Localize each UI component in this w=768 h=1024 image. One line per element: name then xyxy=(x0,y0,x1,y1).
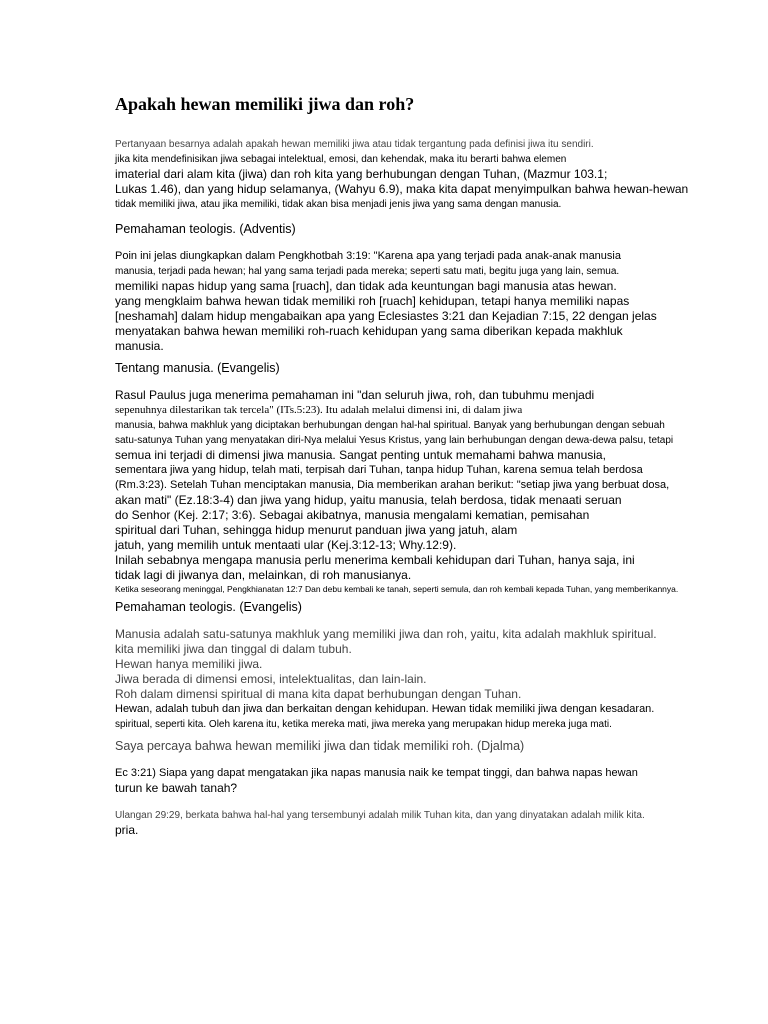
intro-line: tidak memiliki jiwa, atau jika memiliki, tidak akan bisa menjadi jenis jiwa yang sama dengan manusia. xyxy=(115,199,562,210)
body-line: pria. xyxy=(115,823,139,837)
body-line: semua ini terjadi di dimensi jiwa manusia. Sangat penting untuk memahami bahwa manusia, xyxy=(115,448,606,462)
body-line: manusia, terjadi pada hewan; hal yang sama terjadi pada mereka; seperti satu mati, begitu juga yang lain, semua. xyxy=(115,266,620,277)
section-manusia-body xyxy=(115,388,755,595)
intro-line: imaterial dari alam kita (jiwa) dan roh kita yang berhubungan dengan Tuhan, (Mazmur 103.1; xyxy=(115,167,608,181)
body-line: spiritual dari Tuhan, sehingga hidup menurut panduan jiwa yang jatuh, alam xyxy=(115,523,518,537)
body-line: Hewan hanya memiliki jiwa. xyxy=(115,657,263,671)
section-heading-manusia: Tentang manusia. (Evangelis) xyxy=(115,361,280,375)
intro-paragraph xyxy=(115,137,755,212)
body-line: tidak lagi di jiwanya dan, melainkan, di roh manusianya. xyxy=(115,568,412,582)
body-line: akan mati" (Ez.18:3-4) dan jiwa yang hidup, yaitu manusia, telah berdosa, tidak menaati seruan xyxy=(115,493,622,507)
page-title: Apakah hewan memiliki jiwa dan roh? xyxy=(115,94,415,114)
body-line: satu-satunya Tuhan yang menyatakan diri-Nya melalui Yesus Kristus, yang lain berhubungan dengan dewa-dewa palsu, tetapi xyxy=(115,435,674,446)
intro-line: jika kita mendefinisikan jiwa sebagai intelektual, emosi, dan kehendak, maka itu berarti bahwa elemen xyxy=(115,154,567,165)
body-line: Rasul Paulus juga menerima pemahaman ini "dan seluruh jiwa, roh, dan tubuhmu menjadi xyxy=(115,388,595,402)
body-line: turun ke bawah tanah? xyxy=(115,781,238,795)
body-line: sementara jiwa yang hidup, telah mati, terpisah dari Tuhan, tanpa hidup Tuhan, karena semua telah berdosa xyxy=(115,464,643,476)
body-line: manusia, bahwa makhluk yang diciptakan berhubungan dengan hal-hal spiritual. Banyak yang berhubungan dengan sebuah xyxy=(115,420,665,431)
body-line: Ulangan 29:29, berkata bahwa hal-hal yang tersembunyi adalah milik Tuhan kita, dan yang dinyatakan adalah milik kita. xyxy=(115,810,645,821)
intro-line: Pertanyaan besarnya adalah apakah hewan memiliki jiwa atau tidak tergantung pada definisi jiwa itu sendiri. xyxy=(115,139,594,150)
body-line: (Rm.3:23). Setelah Tuhan menciptakan manusia, Dia memberikan arahan berikut: "setiap jiwa yang berbuat dosa, xyxy=(115,479,670,491)
closing-paragraph xyxy=(115,808,755,838)
body-line: Ec 3:21) Siapa yang dapat mengatakan jika napas manusia naik ke tempat tinggi, dan bahwa napas hewan xyxy=(115,767,638,779)
section-adventis-body xyxy=(115,249,755,354)
body-line: sepenuhnya dilestarikan tak tercela" (ITs.5:23). Itu adalah melalui dimensi ini, di dalam jiwa xyxy=(115,404,523,416)
section-evangelis-body xyxy=(115,627,755,732)
body-line: memiliki napas hidup yang sama [ruach], dan tidak ada keuntungan bagi manusia atas hewan. xyxy=(115,279,617,293)
body-line: Ketika seseorang meninggal, Pengkhianatan 12:7 Dan debu kembali ke tanah, seperti semula, dan roh kembali kepada Tuhan, yang memberikannya. xyxy=(115,584,679,594)
section-heading-adventis: Pemahaman teologis. (Adventis) xyxy=(115,222,296,236)
section-djalma-body xyxy=(115,766,755,796)
body-line: Manusia adalah satu-satunya makhluk yang memiliki jiwa dan roh, yaitu, kita adalah makhluk spiritual. xyxy=(115,627,657,641)
body-line: Poin ini jelas diungkapkan dalam Pengkhotbah 3:19: "Karena apa yang terjadi pada anak-anak manusia xyxy=(115,250,621,262)
body-line: [neshamah] dalam hidup mengabaikan apa yang Eclesiastes 3:21 dan Kejadian 7:15, 22 dengan jelas xyxy=(115,309,657,323)
body-line: Inilah sebabnya mengapa manusia perlu menerima kembali kehidupan dari Tuhan, hanya saja, ini xyxy=(115,553,635,567)
body-line: jatuh, yang memilih untuk mentaati ular (Kej.3:12-13; Why.12:9). xyxy=(115,538,457,552)
body-line: menyatakan bahwa hewan memiliki roh-ruach kehidupan yang sama diberikan kepada makhluk xyxy=(115,324,623,338)
section-heading-evangelis: Pemahaman teologis. (Evangelis) xyxy=(115,600,302,614)
section-heading-djalma: Saya percaya bahwa hewan memiliki jiwa dan tidak memiliki roh. (Djalma) xyxy=(115,739,525,753)
intro-line: Lukas 1.46), dan yang hidup selamanya, (Wahyu 6.9), maka kita dapat menyimpulkan bahwa hewan-hewan xyxy=(115,182,689,196)
body-line: kita memiliki jiwa dan tinggal di dalam tubuh. xyxy=(115,642,352,656)
body-line: Jiwa berada di dimensi emosi, intelektualitas, dan lain-lain. xyxy=(115,672,427,686)
body-line: do Senhor (Kej. 2:17; 3:6). Sebagai akibatnya, manusia mengalami kematian, pemisahan xyxy=(115,508,590,522)
body-line: spiritual, seperti kita. Oleh karena itu, ketika mereka mati, jiwa mereka yang merupakan hidup mereka juga mati. xyxy=(115,719,612,730)
body-line: manusia. xyxy=(115,339,164,353)
body-line: yang mengklaim bahwa hewan tidak memiliki roh [ruach] kehidupan, tetapi hanya memiliki napas xyxy=(115,294,630,308)
body-line: Hewan, adalah tubuh dan jiwa dan berkaitan dengan kehidupan. Hewan tidak memiliki jiwa dengan kesadaran. xyxy=(115,703,655,715)
body-line: Roh dalam dimensi spiritual di mana kita dapat berhubungan dengan Tuhan. xyxy=(115,687,522,701)
